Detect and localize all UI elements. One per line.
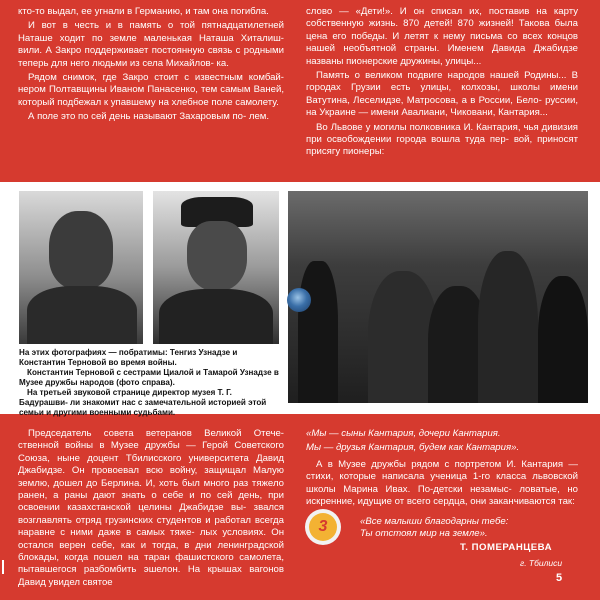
paragraph: кто-то выдал, ее угнали в Германию, и там она погибла.	[18, 6, 269, 17]
record-hole-icon	[287, 288, 311, 312]
paragraph: Рядом снимок, где Закро стоит с известным комбай- нером Полтавщины Иваном Панасенко, тем самым Ваней, который подбежал к упавшему на хлебное поле самолету.	[18, 72, 284, 108]
author-name: Т. ПОМЕРАНЦЕВА	[460, 542, 553, 553]
paragraph: А поле это по сей день называют Захаровым по- лем.	[28, 111, 270, 123]
museum-group-photo	[288, 191, 588, 403]
paragraph: А в Музее дружбы рядом с портретом И. Кантария — стихи, которые написала ученица 1-го класса львовской школы Марина Ивах. По-детски незамыс- ловатые, но искренние, идущие от всего сердца, они заканчиваются так:	[306, 458, 578, 508]
caption-line: Константин Терновой с сестрами Циалой и Тамарой Узнадзе в Музее дружбы народов (фото справа).	[19, 368, 279, 387]
paragraph: Во Львове у могилы полковника И. Кантария, чья дивизия при освобождении города вошла туда пер- вой, приносят присягу пионеры:	[306, 121, 578, 158]
poem-line: «Все малыши благодарны тебе:	[360, 516, 509, 527]
paragraph: слово — «Дети!». И он списал их, поставив на карту собственную жизнь. 870 детей! 870 жизней! Такова была цена его победы. И летят к нему письма со всех концов нашей необъятной страны. Именем Давида Джабидзе названы пионерские дружины, улицы...	[306, 6, 578, 67]
bottom-right-column	[306, 428, 578, 510]
badge-number: 3	[309, 513, 337, 541]
poem-line: Ты отстоял мир на земле».	[360, 528, 488, 539]
caption-line: На этих фотографиях — побратимы: Тенгиз Узнадзе и Константин Терновой во время войны.	[19, 348, 238, 367]
margin-mark	[2, 560, 4, 574]
caption-line: На третьей звуковой странице директор музея Т. Г. Бадурашви- ли знакомит нас с замечательной историей этой семьи и другими военными судьбами.	[19, 388, 267, 417]
top-left-column	[18, 6, 284, 126]
paragraph: Председатель совета ветеранов Великой Отече- ственной войны в Музее дружбы — Герой Советского Союза, ныне доцент Тбилисского университета Давид Джабидзе. Он провоевал всю войну, защищал Малую землю, дошел до Берлина. И, хоть был много раз тяжело ранен, а раны дают знать о себе и по сей день, при освоении казахстанской целины Джабидзе вы- звался возглавлять отряд грузинских студентов и работал всегда наравне с ними даже в самых тяже- лых условиях. Он остался верен себе, как и тогда, в дни ленинградской блокады, когда пошел на таран фашистского самолета, пытавшегося разбомбить эшелон. На крышах вагонов Давид увидел святое	[18, 428, 284, 588]
portrait-photo-uznadze	[19, 191, 143, 344]
photo-caption	[19, 348, 281, 418]
bottom-left-column	[18, 428, 284, 591]
paragraph: И вот в честь и в память о той пятнадцатилетней Наташе ходит по земле маленькая Наташа Хиталиш- вили. А Закро поддерживает постоянную связь с родными теперь для него людьми из села Михайлов- ка.	[18, 20, 284, 69]
poem	[360, 516, 580, 540]
oath-line: Мы — друзья Кантария, будем как Кантария».	[306, 442, 520, 454]
author-city: г. Тбилиси	[520, 558, 563, 568]
page-number: 5	[556, 572, 563, 584]
paragraph: Память о великом подвиге народов нашей Родины... В городах Грузии есть улицы, колхозы, школы имени Ватутина, Леселидзе, Матросова, а в России, Бело- руссии, на Украине — имени Авалиани, Чиковани, Кантария...	[306, 70, 578, 119]
oath-line: «Мы — сыны Кантария, дочери Кантария.	[306, 428, 501, 439]
portrait-photo-ternovoy	[153, 191, 279, 344]
top-right-column	[306, 6, 578, 161]
record-number-badge	[305, 509, 341, 545]
